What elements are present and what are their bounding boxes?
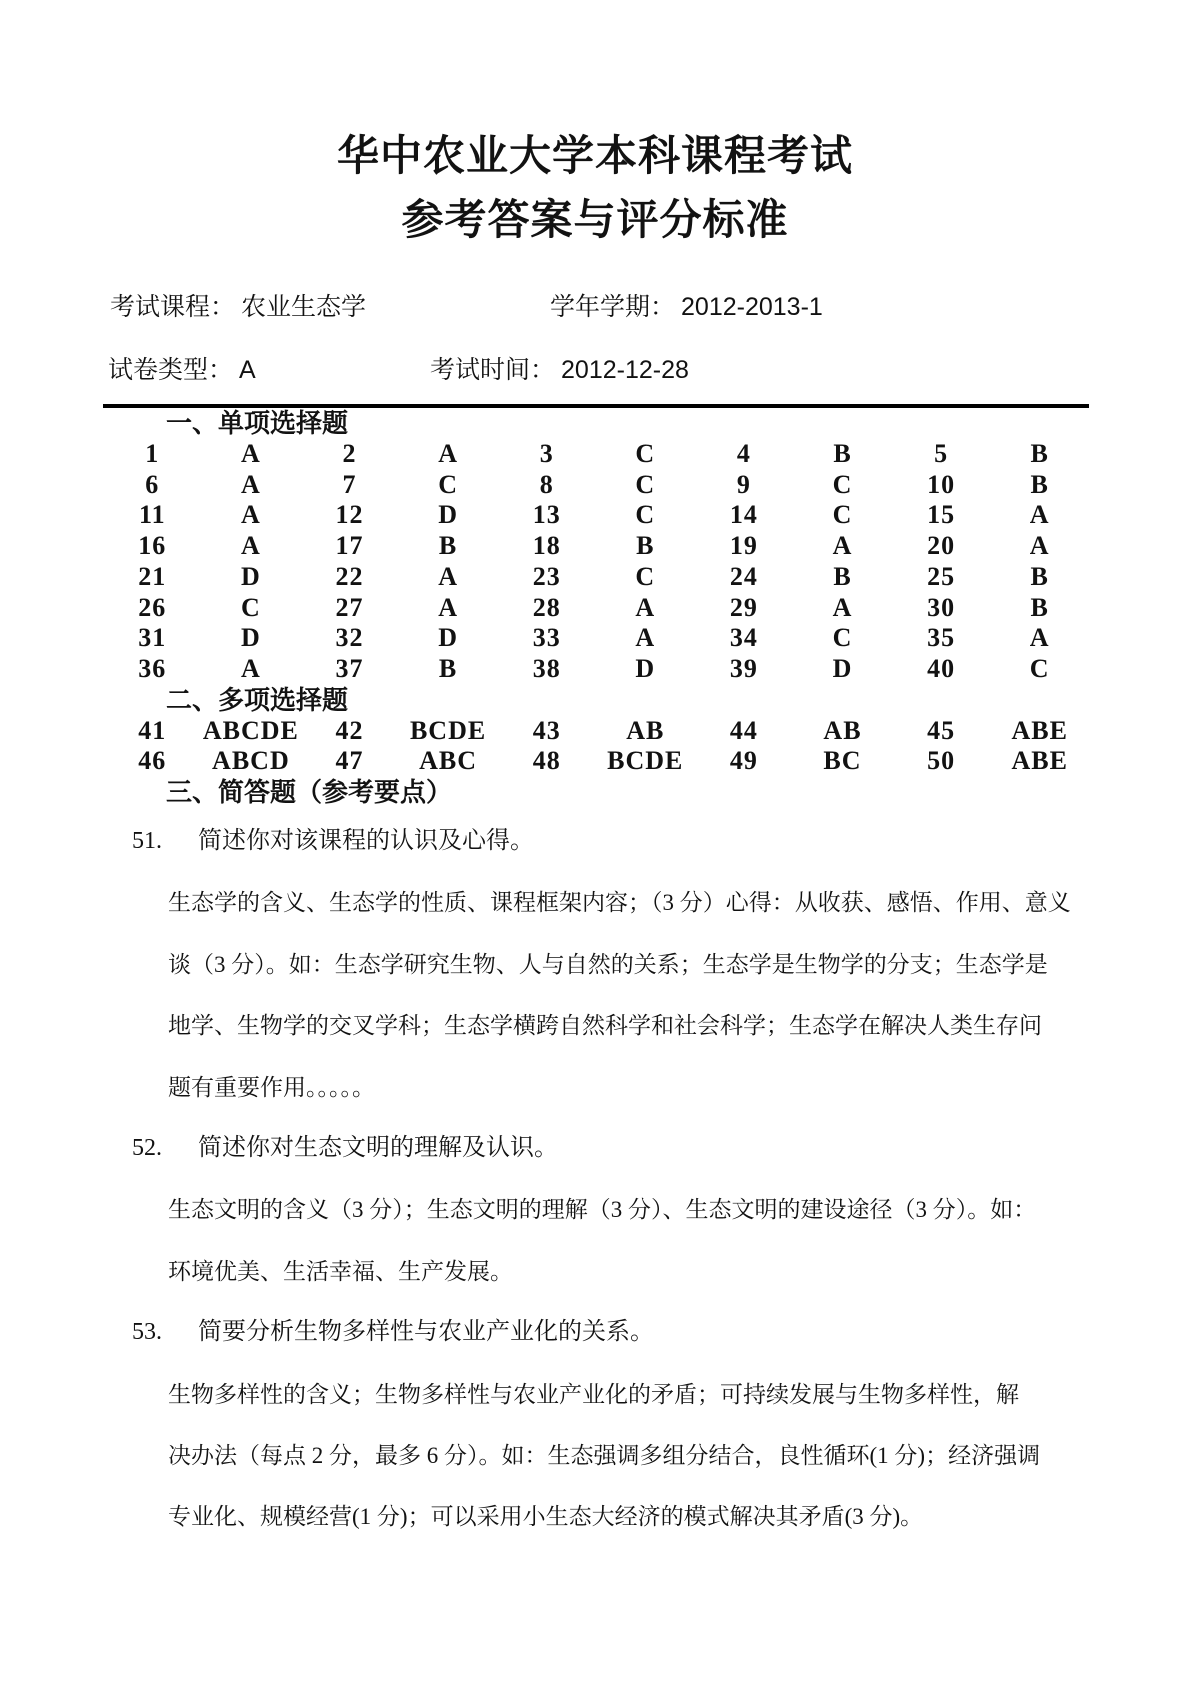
question-number: 34 [729,623,758,653]
question-number: 16 [138,531,167,561]
paper-type-value: A [239,356,256,384]
question-line [0,811,1190,872]
question-number: 22 [335,561,364,591]
answer-text-line: 谈（3 分）。如：生态学研究生物、人与自然的关系；生态学是生物学的分支；生态学是 [168,951,1048,977]
question-number: 9 [736,469,751,499]
answer-value: A [1029,623,1050,653]
answer-value: A [438,438,458,468]
answer-row [103,593,1089,624]
question-number: 43 [532,715,561,745]
question-number: 35 [927,623,956,653]
question-number: 46 [138,746,167,776]
question-number: 50 [927,746,956,776]
answer-row [103,531,1089,562]
answer-value: BCDE [409,715,487,745]
answer-row [103,716,1089,747]
choice-answer-key-block [0,408,1190,808]
answer-value: B [1030,592,1049,622]
answer-value: B [1030,469,1049,499]
answer-text-line: 生物多样性的含义；生物多样性与农业产业化的矛盾；可持续发展与生物多样性，解 [168,1381,1019,1407]
answer-row [103,746,1089,777]
answer-value: C [832,500,853,530]
question-number: 6 [145,469,160,499]
multi-choice-answer-table [0,716,1190,778]
question-number: 31 [138,623,167,653]
question-text: 简述你对该课程的认识及心得。 [198,828,534,854]
question-number: 36 [138,654,167,684]
answer-row [103,562,1089,593]
semester-field [550,292,823,322]
answer-value: AB [823,715,862,745]
answer-value: A [241,469,261,499]
question-number: 23 [532,561,561,591]
answer-row [103,439,1089,470]
question-number: 30 [927,592,956,622]
answer-value: AB [626,715,665,745]
section-heading-multi-choice: 二、多项选择题 [166,684,349,715]
answer-value: A [832,531,853,561]
semester-label: 学年学期： [550,293,676,321]
answer-value: B [636,531,655,561]
answer-value: C [635,469,656,499]
question-number: 24 [729,561,758,591]
answer-value: D [832,654,853,684]
answer-value: B [438,654,458,684]
answer-value: A [832,592,853,622]
question-number: 10 [927,469,956,499]
answer-value: A [241,500,261,530]
question-number: 20 [927,531,956,561]
answer-value: ABCD [212,746,290,776]
answer-text-line: 专业化、规模经营(1 分)；可以采用小生态大经济的模式解决其矛盾(3 分)。 [168,1504,924,1530]
answer-value: ABE [1011,715,1068,745]
answer-value: D [241,623,261,653]
question-number: 12 [335,500,364,530]
answer-value: B [833,438,852,468]
question-line [0,1118,1190,1179]
answer-value: C [635,438,656,468]
question-number: 42 [335,715,364,745]
question-number: 52. [132,1135,162,1162]
answer-value: B [833,561,852,591]
answer-value: D [635,654,656,684]
answer-value: ABC [419,746,478,776]
answer-value: B [1030,561,1049,591]
question-number: 5 [934,438,949,468]
answer-value: C [832,469,853,499]
document-title-line1: 华中农业大学本科课程考试 [336,132,853,179]
answer-row [103,500,1089,531]
answer-value: A [635,592,656,622]
question-number: 51. [132,828,162,854]
answer-row [103,470,1089,501]
answer-value: A [241,438,261,468]
answer-value: A [1029,500,1050,530]
short-answer-section [0,811,1190,1548]
exam-course-field [110,292,366,322]
answer-text-line: 题有重要作用。。。。。 [168,1074,375,1100]
question-number: 27 [335,592,364,622]
answer-text-line: 环境优美、生活幸福、生产发展。 [168,1258,513,1284]
answer-text-line: 生态学的含义、生态学的性质、课程框架内容；（3 分）心得：从收获、感悟、作用、意义 [168,890,1071,916]
answer-value: C [832,623,853,653]
question-number: 28 [532,592,561,622]
question-number: 48 [532,746,561,776]
semester-value: 2012-2013-1 [681,293,823,321]
answer-value: BCDE [607,746,684,776]
exam-time-field [430,355,689,385]
question-number: 40 [927,654,956,684]
answer-row [103,654,1089,685]
question-number: 14 [729,500,758,530]
answer-value: A [635,623,656,653]
answer-value: D [438,500,458,530]
question-number: 47 [335,746,364,776]
section-heading-single-choice: 一、单项选择题 [166,408,349,438]
question-number: 37 [335,654,364,684]
answer-text-line: 决办法（每点 2 分，最多 6 分）。如：生态强调多组分结合，良性循环(1 分)；经济强调 [168,1443,1041,1469]
question-line [0,1302,1190,1363]
answer-value: B [1030,438,1049,468]
question-number: 44 [729,715,758,745]
question-number: 41 [138,715,167,745]
question-number: 39 [729,654,758,684]
answer-value: A [1029,531,1050,561]
question-number: 3 [539,438,554,468]
question-number: 2 [342,438,357,468]
answer-value: C [635,561,656,591]
question-number: 26 [138,592,167,622]
section-heading-short-answer: 三、简答题（参考要点） [166,777,453,808]
answer-value: C [438,469,458,499]
question-number: 17 [335,531,364,561]
question-number: 33 [532,623,561,653]
answer-value: C [241,592,261,622]
answer-value: A [241,531,261,561]
answer-value: B [438,531,458,561]
answer-value: A [438,592,458,622]
answer-text-line: 地学、生物学的交叉学科；生态学横跨自然科学和社会科学；生态学在解决人类生存问 [168,1013,1042,1039]
exam-time-value: 2012-12-28 [561,356,689,384]
question-number: 11 [139,500,166,530]
question-number: 18 [532,531,561,561]
answer-value: C [635,500,656,530]
question-number: 7 [342,469,357,499]
question-number: 53. [132,1319,162,1346]
paper-type-label: 试卷类型： [108,356,234,384]
answer-value: D [438,623,458,653]
answer-row [103,623,1089,654]
answer-value: BC [823,746,862,776]
question-text: 简要分析生物多样性与农业产业化的关系。 [198,1319,654,1346]
question-number: 49 [729,746,758,776]
question-number: 13 [532,500,561,530]
question-number: 29 [729,592,758,622]
answer-value: A [438,561,458,591]
question-number: 15 [927,500,956,530]
paper-type-field [108,355,256,385]
question-number: 8 [539,469,554,499]
question-text: 简述你对生态文明的理解及认识。 [198,1135,558,1162]
answer-value: ABE [1011,746,1068,776]
answer-value: A [241,654,261,684]
exam-course-label: 考试课程： [110,293,236,321]
question-number: 32 [335,623,364,653]
question-number: 25 [927,561,956,591]
question-number: 19 [729,531,758,561]
question-number: 45 [927,715,956,745]
question-number: 38 [532,654,561,684]
single-choice-answer-table [0,439,1190,685]
exam-time-label: 考试时间： [430,356,556,384]
document-title-line2: 参考答案与评分标准 [401,196,789,243]
answer-value: C [1029,654,1050,684]
answer-text-line: 生态文明的含义（3 分）；生态文明的理解（3 分）、生态文明的建设途径（3 分）。如： [168,1197,1037,1223]
answer-value: D [241,561,261,591]
answer-value: ABCDE [202,715,299,745]
question-number: 21 [138,561,167,591]
question-number: 4 [736,438,751,468]
question-number: 1 [145,438,160,468]
exam-course-value: 农业生态学 [241,293,367,321]
